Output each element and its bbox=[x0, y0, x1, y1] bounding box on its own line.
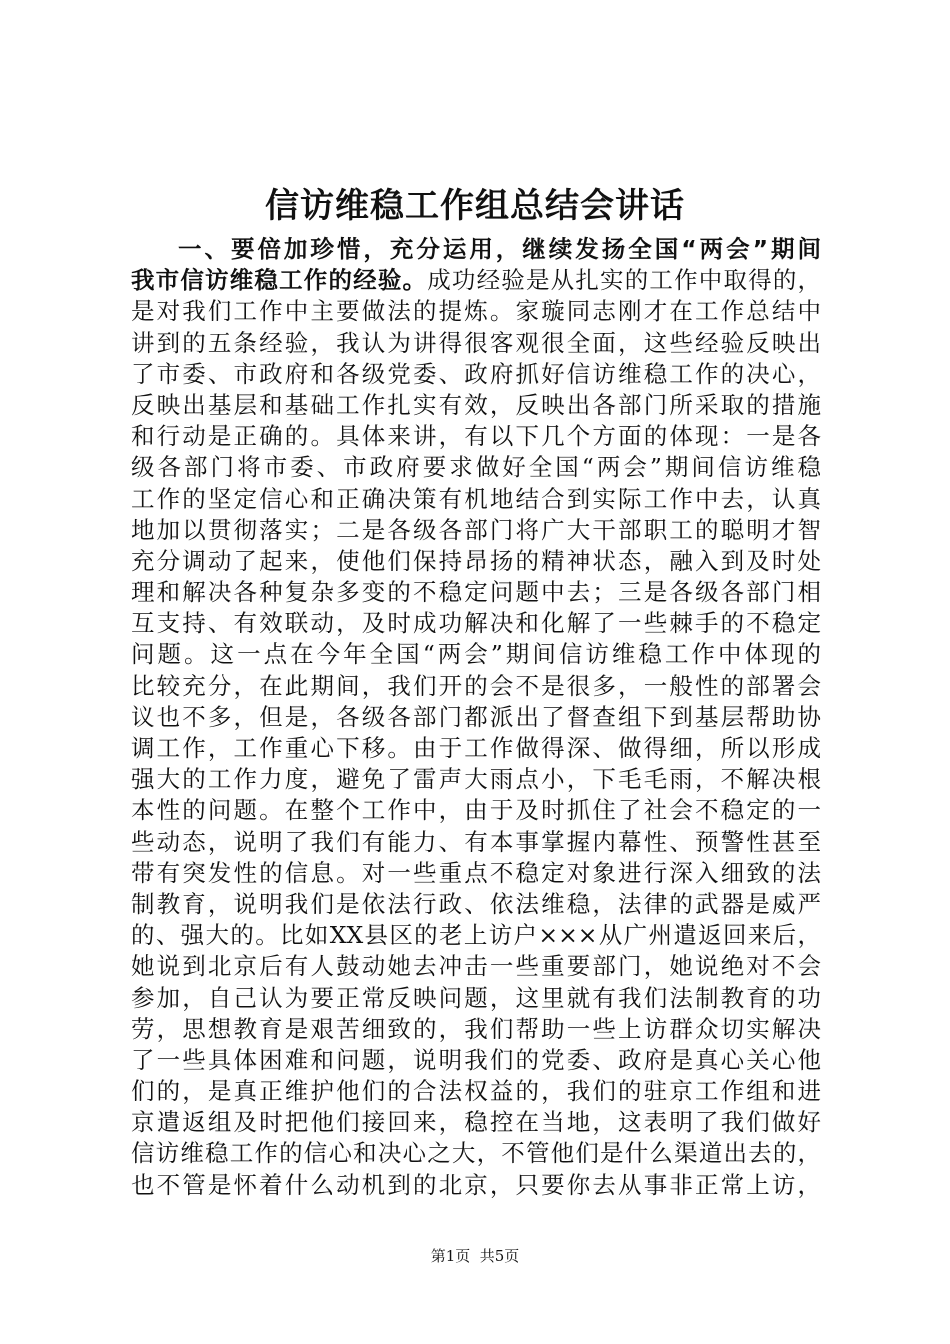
paragraph-line: 劳，思想教育是艰苦细致的，我们帮助一些上访群众切实解决 bbox=[131, 1014, 821, 1043]
paragraph-line: 带有突发性的信息。对一些重点不稳定对象进行深入细致的法 bbox=[131, 858, 821, 887]
paragraph-line: 了一些具体困难和问题，说明我们的党委、政府是真心关心他 bbox=[131, 1045, 821, 1074]
document-title: 信访维稳工作组总结会讲话 bbox=[265, 186, 685, 226]
section-heading-line-1 bbox=[131, 234, 821, 265]
paragraph-line: 议也不多，但是，各级各部门都派出了督查组下到基层帮助协 bbox=[131, 702, 821, 731]
paragraph-text: 成功经验是从扎实的工作中取得的， bbox=[427, 266, 821, 295]
paragraph-line: 们的，是真正维护他们的合法权益的，我们的驻京工作组和进 bbox=[131, 1077, 821, 1106]
page-number: 第1页 共5页 bbox=[430, 1247, 520, 1265]
paragraph-line: 也不管是怀着什么动机到的北京，只要你去从事非正常上访， bbox=[131, 1170, 821, 1199]
paragraph-line: 的、强大的。比如XX县区的老上访户×××从广州遣返回来后， bbox=[131, 921, 821, 950]
section-heading-text: 我市信访维稳工作的经验。 bbox=[131, 266, 428, 295]
paragraph-line: 地加以贯彻落实；二是各级各部门将广大干部职工的聪明才智 bbox=[131, 515, 821, 544]
paragraph-line: 信访维稳工作的信心和决心之大，不管他们是什么渠道出去的， bbox=[131, 1139, 821, 1168]
document-body bbox=[131, 234, 821, 1201]
section-heading-line-2 bbox=[131, 265, 821, 296]
paragraph-line: 充分调动了起来，使他们保持昂扬的精神状态，融入到及时处 bbox=[131, 546, 821, 575]
page-footer bbox=[0, 1245, 950, 1267]
paragraph-line: 问题。这一点在今年全国“两会”期间信访维稳工作中体现的 bbox=[131, 640, 821, 669]
paragraph-line: 强大的工作力度，避免了雷声大雨点小，下毛毛雨，不解决根 bbox=[131, 765, 821, 794]
paragraph-line: 是对我们工作中主要做法的提炼。家璇同志刚才在工作总结中 bbox=[131, 297, 821, 326]
paragraph-line: 比较充分，在此期间，我们开的会不是很多，一般性的部署会 bbox=[131, 671, 821, 700]
paragraph-line: 制教育，说明我们是依法行政、依法维稳，法律的武器是威严 bbox=[131, 889, 821, 918]
section-heading-text: 一、要倍加珍惜，充分运用，继续发扬全国“两会”期间 bbox=[178, 235, 821, 263]
paragraph-line: 工作的坚定信心和正确决策有机地结合到实际工作中去，认真 bbox=[131, 484, 821, 513]
paragraph-line: 了市委、市政府和各级党委、政府抓好信访维稳工作的决心， bbox=[131, 359, 821, 388]
paragraph-line: 级各部门将市委、市政府要求做好全国“两会”期间信访维稳 bbox=[131, 453, 821, 482]
paragraph-line: 她说到北京后有人鼓动她去冲击一些重要部门，她说绝对不会 bbox=[131, 952, 821, 981]
paragraph-line: 理和解决各种复杂多变的不稳定问题中去；三是各级各部门相 bbox=[131, 578, 821, 607]
paragraph-line: 讲到的五条经验，我认为讲得很客观很全面，这些经验反映出 bbox=[131, 328, 821, 357]
paragraph-line: 京遣返组及时把他们接回来，稳控在当地，这表明了我们做好 bbox=[131, 1108, 821, 1137]
paragraph-line: 参加，自己认为要正常反映问题，这里就有我们法制教育的功 bbox=[131, 983, 821, 1012]
paragraph-line: 反映出基层和基础工作扎实有效，反映出各部门所采取的措施 bbox=[131, 390, 821, 419]
paragraph-line: 些动态，说明了我们有能力、有本事掌握内幕性、预警性甚至 bbox=[131, 827, 821, 856]
paragraph-line: 互支持、有效联动，及时成功解决和化解了一些棘手的不稳定 bbox=[131, 609, 821, 638]
paragraph-line: 和行动是正确的。具体来讲，有以下几个方面的体现：一是各 bbox=[131, 422, 821, 451]
paragraph-line: 调工作，工作重心下移。由于工作做得深、做得细，所以形成 bbox=[131, 734, 821, 762]
paragraph-line: 本性的问题。在整个工作中，由于及时抓住了社会不稳定的一 bbox=[131, 796, 821, 825]
